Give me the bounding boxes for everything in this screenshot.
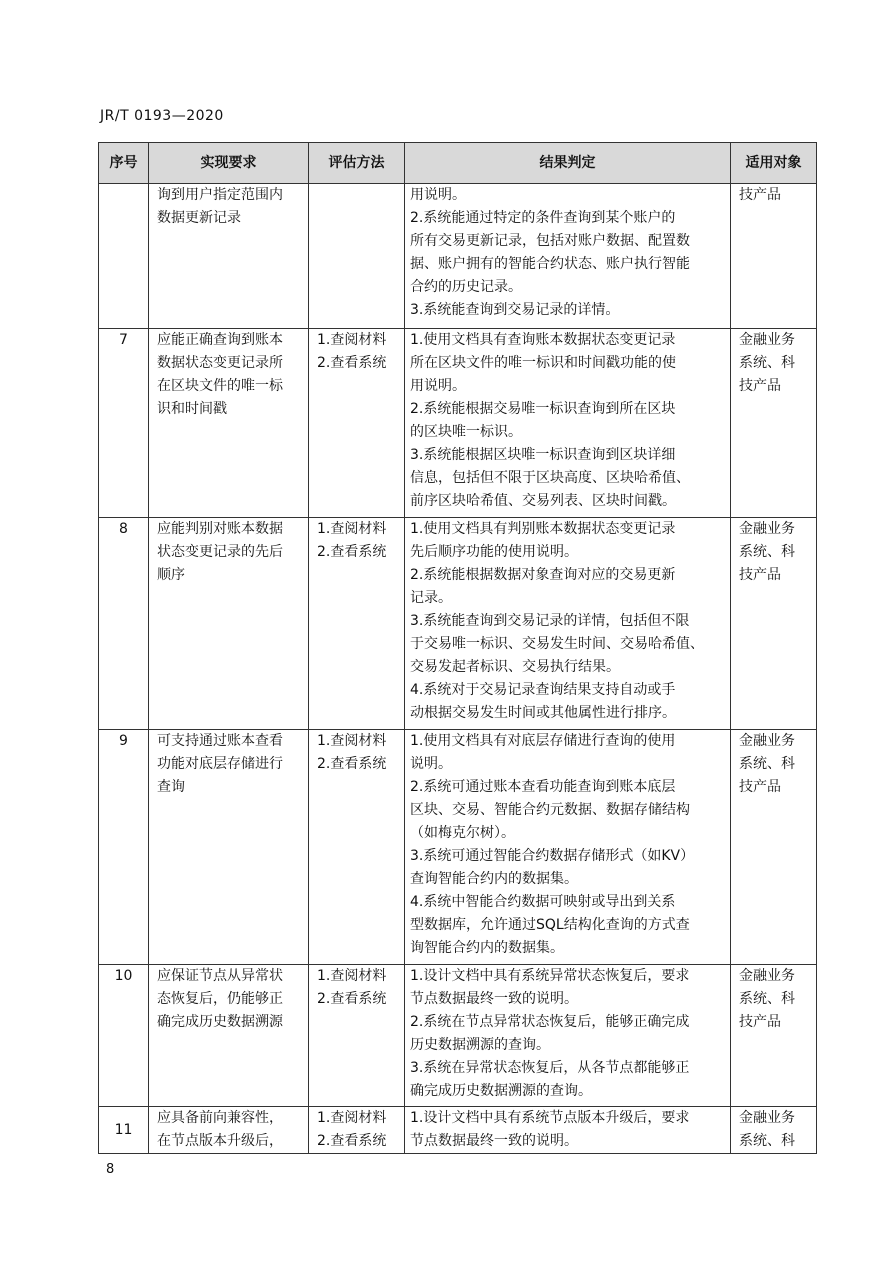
result-cell-line: 3.系统可通过智能合约数据存储形式（如KV）	[410, 848, 695, 864]
requirements-table	[98, 142, 817, 1154]
requirement-cell-line: 功能对底层存储进行	[157, 756, 283, 772]
result-cell	[405, 518, 731, 730]
requirement-cell-line: 应具备前向兼容性，	[157, 1110, 283, 1126]
result-cell-line: 动根据交易发生时间或其他属性进行排序。	[410, 705, 676, 721]
requirement-cell-line: 态恢复后，仍能够正	[157, 991, 283, 1007]
requirement-cell-line: 查询	[157, 779, 185, 795]
requirement-cell	[149, 518, 309, 730]
result-cell-line: 查询智能合约内的数据集。	[410, 871, 578, 887]
result-cell-line: 4.系统中智能合约数据可映射或导出到关系	[410, 894, 676, 910]
method-cell-line: 2.查看系统	[317, 544, 387, 560]
target-cell-line: 技产品	[739, 567, 781, 583]
result-cell-line: （如梅克尔树）。	[410, 825, 515, 841]
table-row	[99, 184, 817, 329]
requirement-cell	[149, 1107, 309, 1154]
requirement-cell-line: 顺序	[157, 567, 185, 583]
requirement-cell-line: 应能判别对账本数据	[157, 521, 283, 537]
target-cell-line: 金融业务	[739, 1110, 795, 1126]
row-number	[99, 184, 149, 329]
target-cell-line: 技产品	[739, 187, 781, 203]
method-cell	[309, 329, 405, 518]
result-cell-line: 1.使用文档具有查询账本数据状态变更记录	[410, 332, 676, 348]
column-header-method: 评估方法	[309, 143, 405, 184]
requirement-cell-line: 应能正确查询到账本	[157, 332, 283, 348]
method-cell-line: 2.查看系统	[317, 756, 387, 772]
method-cell-line: 2.查看系统	[317, 1133, 387, 1149]
requirement-cell-line: 在区块文件的唯一标	[157, 378, 283, 394]
table-row	[99, 730, 817, 965]
result-cell-line: 2.系统能根据数据对象查询对应的交易更新	[410, 567, 676, 583]
table-row	[99, 518, 817, 730]
method-cell	[309, 518, 405, 730]
result-cell-line: 型数据库，允许通过SQL结构化查询的方式查	[410, 917, 690, 933]
result-cell-line: 2.系统能通过特定的条件查询到某个账户的	[410, 210, 676, 226]
target-cell-line: 金融业务	[739, 521, 795, 537]
target-cell-line: 技产品	[739, 779, 781, 795]
row-number: 9	[99, 730, 149, 965]
result-cell-line: 节点数据最终一致的说明。	[410, 991, 578, 1007]
method-cell-line: 1.查阅材料	[317, 968, 387, 984]
target-cell-line: 系统、科	[739, 1133, 795, 1149]
result-cell	[405, 730, 731, 965]
result-cell-line: 区块、交易、智能合约元数据、数据存储结构	[410, 802, 690, 818]
result-cell-line: 3.系统能根据区块唯一标识查询到区块详细	[410, 447, 676, 463]
result-cell-line: 4.系统对于交易记录查询结果支持自动或手	[410, 682, 676, 698]
requirement-cell-line: 可支持通过账本查看	[157, 733, 283, 749]
result-cell-line: 记录。	[410, 590, 452, 606]
result-cell-line: 的区块唯一标识。	[410, 424, 522, 440]
table-header-row	[99, 143, 817, 184]
result-cell-line: 节点数据最终一致的说明。	[410, 1133, 578, 1149]
result-cell	[405, 1107, 731, 1154]
result-cell-line: 用说明。	[410, 378, 466, 394]
result-cell-line: 2.系统在节点异常状态恢复后，能够正确完成	[410, 1014, 690, 1030]
result-cell-line: 先后顺序功能的使用说明。	[410, 544, 578, 560]
row-number: 11	[99, 1107, 149, 1154]
result-cell-line: 2.系统可通过账本查看功能查询到账本底层	[410, 779, 676, 795]
target-cell	[731, 965, 817, 1107]
target-cell-line: 系统、科	[739, 355, 795, 371]
table-row	[99, 1107, 817, 1154]
target-cell	[731, 518, 817, 730]
target-cell-line: 技产品	[739, 1014, 781, 1030]
requirement-cell	[149, 730, 309, 965]
target-cell-line: 系统、科	[739, 756, 795, 772]
method-cell-line: 1.查阅材料	[317, 332, 387, 348]
row-number: 8	[99, 518, 149, 730]
result-cell-line: 所在区块文件的唯一标识和时间戳功能的使	[410, 355, 676, 371]
result-cell-line: 历史数据溯源的查询。	[410, 1037, 550, 1053]
column-header-result: 结果判定	[405, 143, 731, 184]
column-header-target: 适用对象	[731, 143, 817, 184]
requirement-cell-line: 确完成历史数据溯源	[157, 1014, 283, 1030]
result-cell	[405, 965, 731, 1107]
result-cell-line: 合约的历史记录。	[410, 279, 522, 295]
target-cell	[731, 1107, 817, 1154]
row-number: 7	[99, 329, 149, 518]
requirement-cell-line: 数据状态变更记录所	[157, 355, 283, 371]
target-cell-line: 系统、科	[739, 544, 795, 560]
target-cell-line: 金融业务	[739, 733, 795, 749]
method-cell	[309, 184, 405, 329]
target-cell	[731, 329, 817, 518]
column-header-number: 序号	[99, 143, 149, 184]
target-cell	[731, 184, 817, 329]
result-cell-line: 3.系统在异常状态恢复后，从各节点都能够正	[410, 1060, 690, 1076]
method-cell	[309, 965, 405, 1107]
result-cell-line: 1.设计文档中具有系统异常状态恢复后，要求	[410, 968, 690, 984]
table-body	[99, 184, 817, 1154]
requirement-cell	[149, 329, 309, 518]
table-row	[99, 965, 817, 1107]
result-cell-line: 所有交易更新记录，包括对账户数据、配置数	[410, 233, 690, 249]
result-cell	[405, 184, 731, 329]
method-cell-line: 2.查看系统	[317, 991, 387, 1007]
requirement-cell-line: 在节点版本升级后，	[157, 1133, 283, 1149]
table-row	[99, 329, 817, 518]
target-cell-line: 金融业务	[739, 968, 795, 984]
target-cell-line: 系统、科	[739, 991, 795, 1007]
result-cell-line: 前序区块哈希值、交易列表、区块时间戳。	[410, 493, 676, 509]
page-number: 8	[106, 1162, 115, 1177]
requirement-cell	[149, 965, 309, 1107]
result-cell-line: 于交易唯一标识、交易发生时间、交易哈希值、	[410, 636, 704, 652]
result-cell-line: 确完成历史数据溯源的查询。	[410, 1083, 592, 1099]
result-cell-line: 1.使用文档具有对底层存储进行查询的使用	[410, 733, 676, 749]
target-cell	[731, 730, 817, 965]
method-cell-line: 1.查阅材料	[317, 1110, 387, 1126]
method-cell-line: 2.查看系统	[317, 355, 387, 371]
requirement-cell-line: 识和时间戳	[157, 401, 227, 417]
document-code: JR/T 0193—2020	[100, 108, 224, 124]
result-cell-line: 3.系统能查询到交易记录的详情，包括但不限	[410, 613, 690, 629]
result-cell-line: 说明。	[410, 756, 452, 772]
result-cell-line: 询智能合约内的数据集。	[410, 940, 564, 956]
result-cell-line: 信息，包括但不限于区块高度、区块哈希值、	[410, 470, 690, 486]
target-cell-line: 金融业务	[739, 332, 795, 348]
result-cell-line: 交易发起者标识、交易执行结果。	[410, 659, 620, 675]
method-cell-line: 1.查阅材料	[317, 733, 387, 749]
result-cell-line: 2.系统能根据交易唯一标识查询到所在区块	[410, 401, 676, 417]
result-cell-line: 用说明。	[410, 187, 466, 203]
requirement-cell	[149, 184, 309, 329]
requirement-cell-line: 数据更新记录	[157, 210, 241, 226]
method-cell-line: 1.查阅材料	[317, 521, 387, 537]
row-number: 10	[99, 965, 149, 1107]
result-cell-line: 据、账户拥有的智能合约状态、账户执行智能	[410, 256, 690, 272]
result-cell	[405, 329, 731, 518]
target-cell-line: 技产品	[739, 378, 781, 394]
result-cell-line: 1.使用文档具有判别账本数据状态变更记录	[410, 521, 676, 537]
column-header-requirement: 实现要求	[149, 143, 309, 184]
method-cell	[309, 730, 405, 965]
requirement-cell-line: 应保证节点从异常状	[157, 968, 283, 984]
requirement-cell-line: 询到用户指定范围内	[157, 187, 283, 203]
requirement-cell-line: 状态变更记录的先后	[157, 544, 283, 560]
method-cell	[309, 1107, 405, 1154]
result-cell-line: 3.系统能查询到交易记录的详情。	[410, 302, 620, 318]
result-cell-line: 1.设计文档中具有系统节点版本升级后，要求	[410, 1110, 690, 1126]
